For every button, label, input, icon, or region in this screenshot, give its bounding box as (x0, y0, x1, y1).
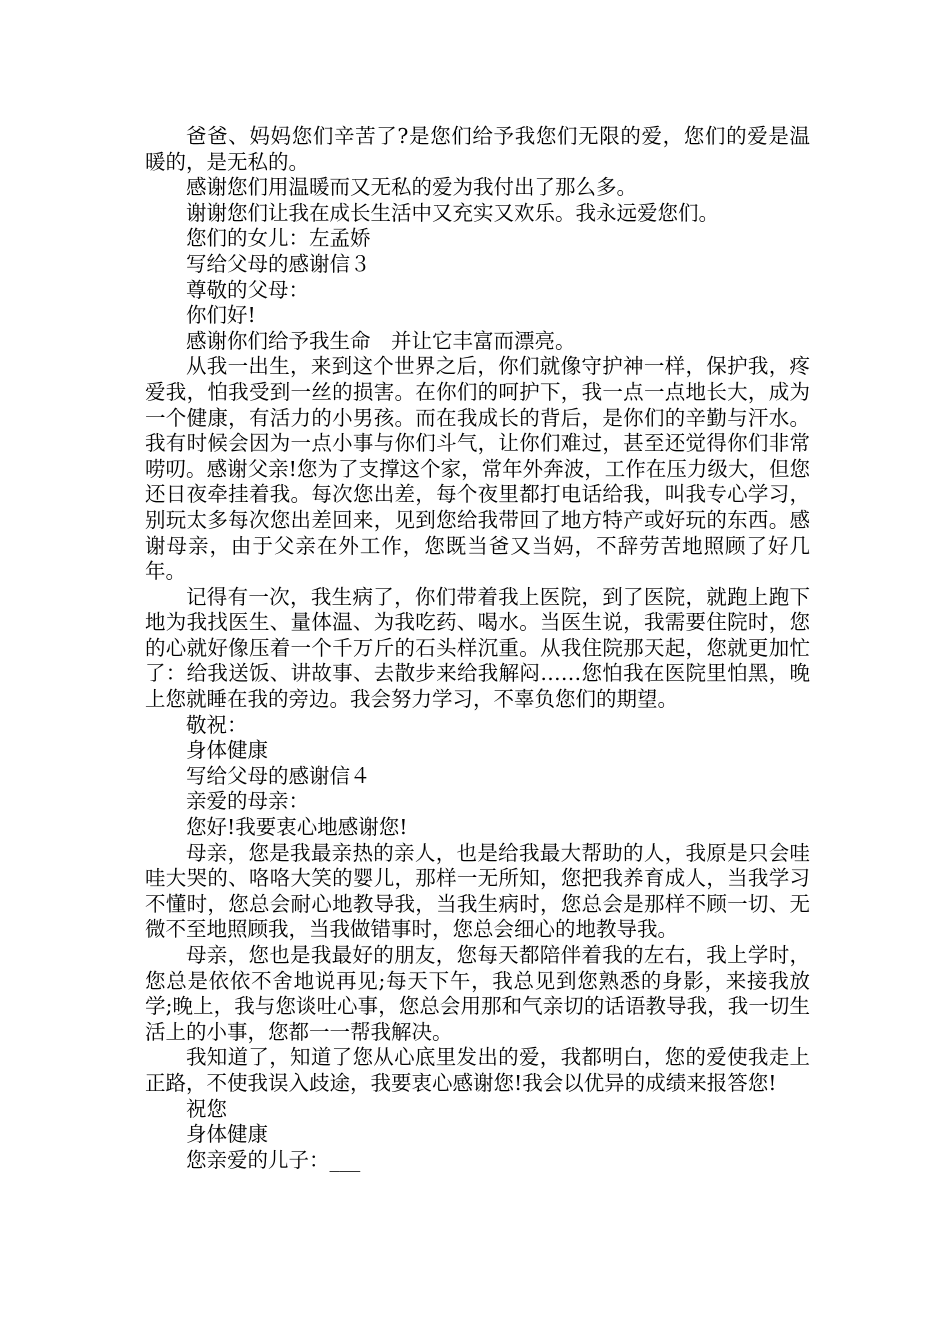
paragraph: 爸爸、妈妈您们辛苦了?是您们给予我您们无限的爱，您们的爱是温暖的，是无私的。 (145, 124, 810, 174)
salutation: 尊敬的父母： (186, 277, 309, 302)
closing-wish: 身体健康 (186, 738, 268, 763)
paragraph: 感谢您们用温暖而又无私的爱为我付出了那么多。 (186, 175, 637, 200)
salutation: 亲爱的母亲： (186, 789, 309, 814)
paragraph: 记得有一次，我生病了，你们带着我上医院，到了医院，就跑上跑下地为我找医生、量体温、为我吃药、喝水。当医生说，我需要住院时，您的心就好像压着一个千万斤的石头样沉重。从我住院那天起，您就更加忙了：给我送饭、讲故事、去散步来给我解闷……您怕我在医院里怕黑，晚上您就睡在我的旁边。我会努力学习，不辜负您们的期望。 (145, 584, 810, 712)
paragraph: 从我一出生，来到这个世界之后，你们就像守护神一样，保护我，疼爱我，怕我受到一丝的损害。在你们的呵护下，我一点一点地长大，成为一个健康，有活力的小男孩。而在我成长的背后，是你们的辛勤与汗水。我有时候会因为一点小事与你们斗气，让你们难过，甚至还觉得你们非常唠叨。感谢父亲!您为了支撑这个家，常年外奔波，工作在压力级大，但您还日夜牵挂着我。每次您出差，每个夜里都打电话给我，叫我专心学习，别玩太多每次您出差回来，见到您给我带回了地方特产或好玩的东西。感谢母亲，由于父亲在外工作，您既当爸又当妈，不辞劳苦地照顾了好几年。 (145, 354, 810, 584)
section-title: 写给父母的感谢信３ (186, 251, 371, 276)
closing: 敬祝： (186, 712, 248, 737)
section-title: 写给父母的感谢信４ (186, 763, 371, 788)
greeting: 您好!我要衷心地感谢您! (186, 815, 408, 840)
letter-body (145, 124, 810, 1173)
closing: 祝您 (186, 1096, 227, 1121)
paragraph: 谢谢您们让我在成长生活中又充实又欢乐。我永远爱您们。 (186, 200, 719, 225)
paragraph: 母亲，您也是我最好的朋友，您每天都陪伴着我的左右，我上学时，您总是依依不舍地说再见;每天下午，我总见到您熟悉的身影，来接我放学;晚上，我与您谈吐心事，您总会用那和气亲切的话语教导我，我一切生活上的小事，您都一一帮我解决。 (145, 943, 810, 1044)
paragraph: 母亲，您是我最亲热的亲人，也是给我最大帮助的人，我原是只会哇哇大哭的、咯咯大笑的婴儿，那样一无所知，您把我养育成人，当我学习不懂时，您总会耐心地教导我，当我生病时，您总会是那样不顾一切、无微不至地照顾我，当我做错事时，您总会细心的地教导我。 (145, 840, 810, 942)
signature-line: 您们的女儿：左孟娇 (186, 226, 371, 251)
paragraph: 我知道了，知道了您从心底里发出的爱，我都明白，您的爱使我走上正路，不使我误入歧途，我要衷心感谢您!我会以优异的成绩来报答您! (145, 1045, 810, 1095)
signature-line: 您亲爱的儿子：___ (186, 1147, 361, 1172)
closing-wish: 身体健康 (186, 1122, 268, 1147)
greeting: 你们好! (186, 303, 256, 328)
paragraph: 感谢你们给予我生命 并让它丰富而漂亮。 (186, 328, 576, 353)
